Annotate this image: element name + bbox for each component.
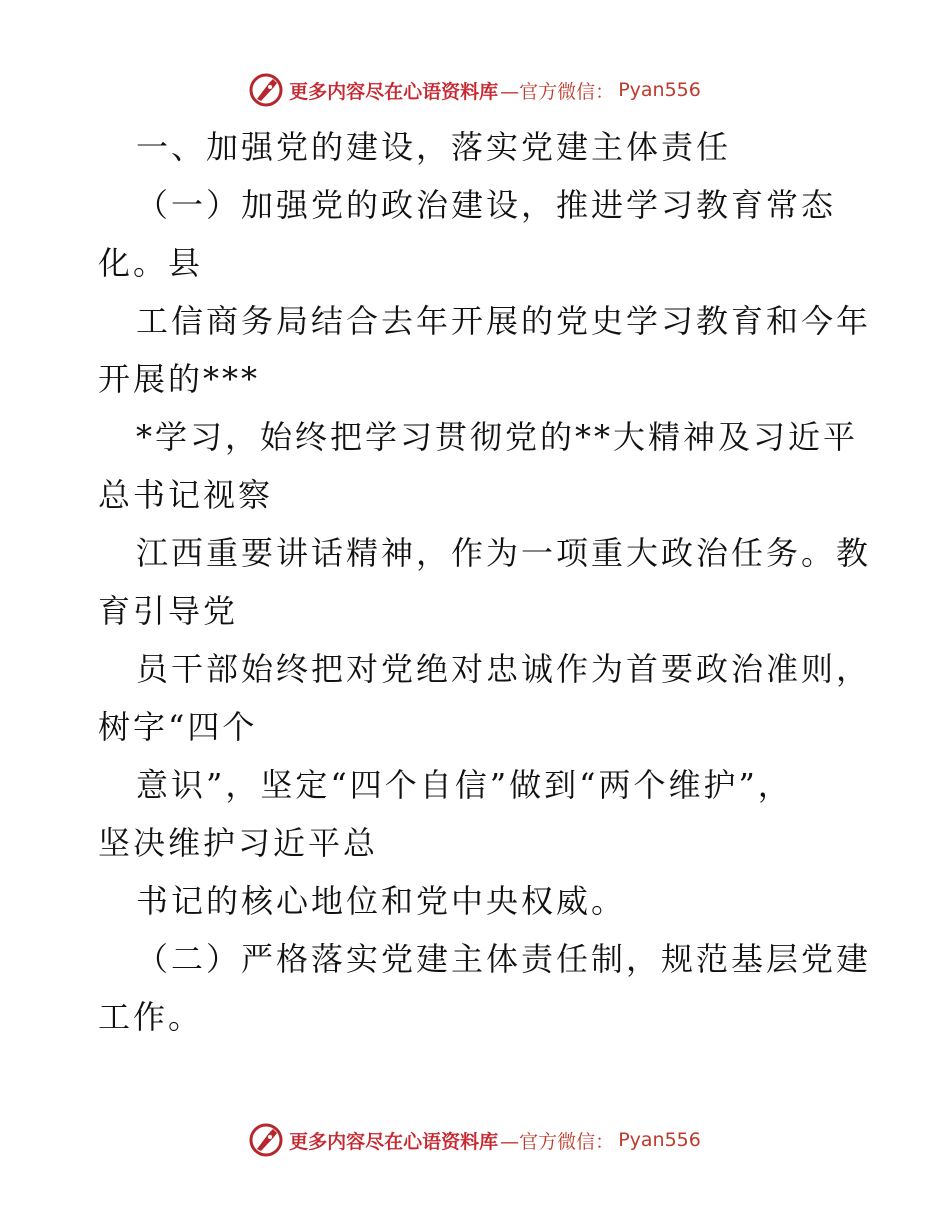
document-body — [98, 118, 872, 1046]
watermark-text — [289, 1127, 701, 1154]
paragraph-line-continued: 开展的*** — [98, 360, 261, 398]
pen-nib-logo-icon — [249, 1123, 283, 1157]
watermark-brand: 更多内容尽在心语资料库 — [289, 1130, 499, 1153]
watermark-official-label: —官方微信： — [500, 1130, 615, 1153]
paragraph-line-continued: 工作。 — [98, 998, 204, 1036]
paragraph-line-continued: 育引导党 — [98, 592, 239, 630]
paragraph — [98, 118, 858, 176]
paragraph — [98, 756, 858, 872]
paragraph-line: 员干部始终把对党绝对忠诚作为首要政治准则， — [136, 650, 872, 688]
header-watermark — [0, 70, 950, 110]
paragraph — [98, 292, 872, 408]
paragraph-line: （一）加强党的政治建设，推进学习教育常态 — [136, 186, 837, 224]
paragraph-line: 一、加强党的建设，落实党建主体责任 — [136, 128, 732, 166]
paragraph — [98, 640, 872, 756]
paragraph-line: （二）严格落实党建主体责任制，规范基层党建 — [136, 940, 872, 978]
paragraph — [98, 930, 872, 1046]
footer-watermark — [0, 1120, 950, 1160]
paragraph — [98, 176, 858, 292]
paragraph-line-continued: 化。县 — [98, 244, 204, 282]
watermark-text — [289, 77, 701, 104]
watermark-brand: 更多内容尽在心语资料库 — [289, 80, 499, 103]
pen-nib-logo-icon — [249, 73, 283, 107]
paragraph — [98, 872, 858, 930]
paragraph-line: 工信商务局结合去年开展的党史学习教育和今年 — [136, 302, 872, 340]
watermark-official-label: —官方微信： — [500, 80, 615, 103]
paragraph-line: 书记的核心地位和党中央权威。 — [136, 882, 627, 920]
paragraph-line: 意识”，坚定“四个自信”做到“两个维护”， — [136, 766, 793, 804]
paragraph-line-continued: 坚决维护习近平总 — [98, 824, 379, 862]
paragraph-line-continued: 总书记视察 — [98, 476, 274, 514]
paragraph-line: 江西重要讲话精神，作为一项重大政治任务。教 — [136, 534, 872, 572]
paragraph-line: *学习，始终把学习贯彻党的**大精神及习近平 — [136, 418, 859, 456]
paragraph — [98, 524, 872, 640]
watermark-wechat-id: Pyan556 — [618, 1129, 701, 1151]
paragraph — [98, 408, 858, 524]
paragraph-line-continued: 树字“四个 — [98, 708, 258, 746]
watermark-wechat-id: Pyan556 — [618, 79, 701, 101]
